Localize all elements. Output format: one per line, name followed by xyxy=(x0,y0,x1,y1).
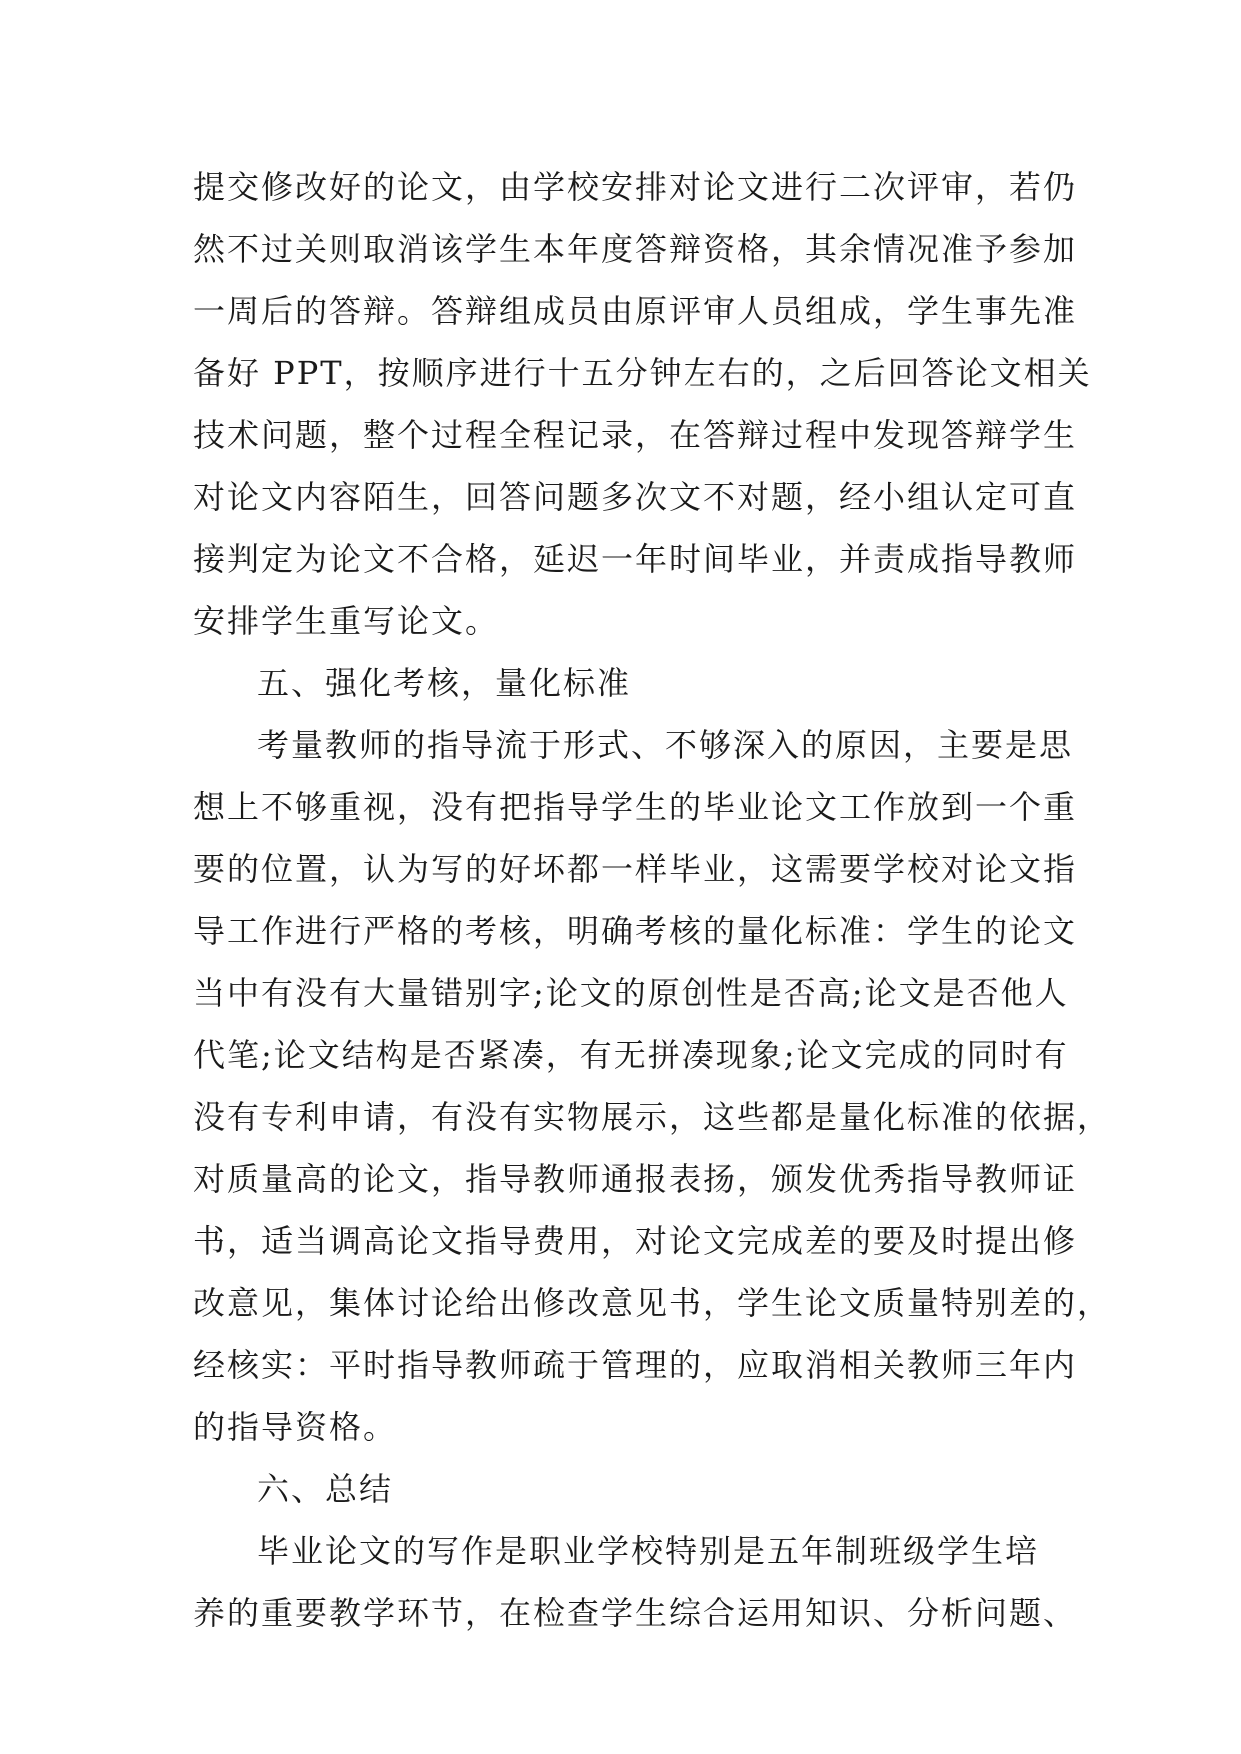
text-line: 考量教师的指导流于形式、不够深入的原因，主要是思 xyxy=(257,726,1074,764)
text-line: 备好 PPT，按顺序进行十五分钟左右的，之后回答论文相关 xyxy=(193,354,1092,392)
text-line: 接判定为论文不合格，延迟一年时间毕业，并责成指导教师 xyxy=(193,540,1078,578)
section-heading-6: 六、总结 xyxy=(257,1470,394,1508)
text-line: 代笔;论文结构是否紧凑，有无拼凑现象;论文完成的同时有 xyxy=(193,1036,1069,1074)
text-line: 当中有没有大量错别字;论文的原创性是否高;论文是否他人 xyxy=(193,974,1069,1012)
text-line: 对质量高的论文，指导教师通报表扬，颁发优秀指导教师证 xyxy=(193,1160,1078,1198)
text-line: 的指导资格。 xyxy=(193,1408,398,1446)
text-line: 没有专利申请，有没有实物展示，这些都是量化标准的依据， xyxy=(193,1098,1112,1136)
paragraph-assessment xyxy=(193,714,1112,1458)
text-line: 提交修改好的论文，由学校安排对论文进行二次评审，若仍 xyxy=(193,168,1078,206)
document-body xyxy=(193,156,1112,1644)
text-line: 养的重要教学环节，在检查学生综合运用知识、分析问题、 xyxy=(193,1594,1078,1632)
text-line: 经核实：平时指导教师疏于管理的，应取消相关教师三年内 xyxy=(193,1346,1078,1384)
text-line: 改意见，集体讨论给出修改意见书，学生论文质量特别差的， xyxy=(193,1284,1112,1322)
text-line: 毕业论文的写作是职业学校特别是五年制班级学生培 xyxy=(257,1532,1040,1570)
paragraph-summary xyxy=(193,1520,1078,1644)
text-line: 书，适当调高论文指导费用，对论文完成差的要及时提出修 xyxy=(193,1222,1078,1260)
paragraph-continuation xyxy=(193,156,1092,652)
text-line: 安排学生重写论文。 xyxy=(193,602,500,640)
text-line: 要的位置，认为写的好坏都一样毕业，这需要学校对论文指 xyxy=(193,850,1078,888)
text-line: 对论文内容陌生，回答问题多次文不对题，经小组认定可直 xyxy=(193,478,1078,516)
text-line: 想上不够重视，没有把指导学生的毕业论文工作放到一个重 xyxy=(193,788,1078,826)
section-heading-5: 五、强化考核，量化标准 xyxy=(257,664,632,702)
text-line: 导工作进行严格的考核，明确考核的量化标准：学生的论文 xyxy=(193,912,1078,950)
text-line: 然不过关则取消该学生本年度答辩资格，其余情况准予参加 xyxy=(193,230,1078,268)
text-line: 一周后的答辩。答辩组成员由原评审人员组成，学生事先准 xyxy=(193,292,1078,330)
text-line: 技术问题，整个过程全程记录，在答辩过程中发现答辩学生 xyxy=(193,416,1078,454)
